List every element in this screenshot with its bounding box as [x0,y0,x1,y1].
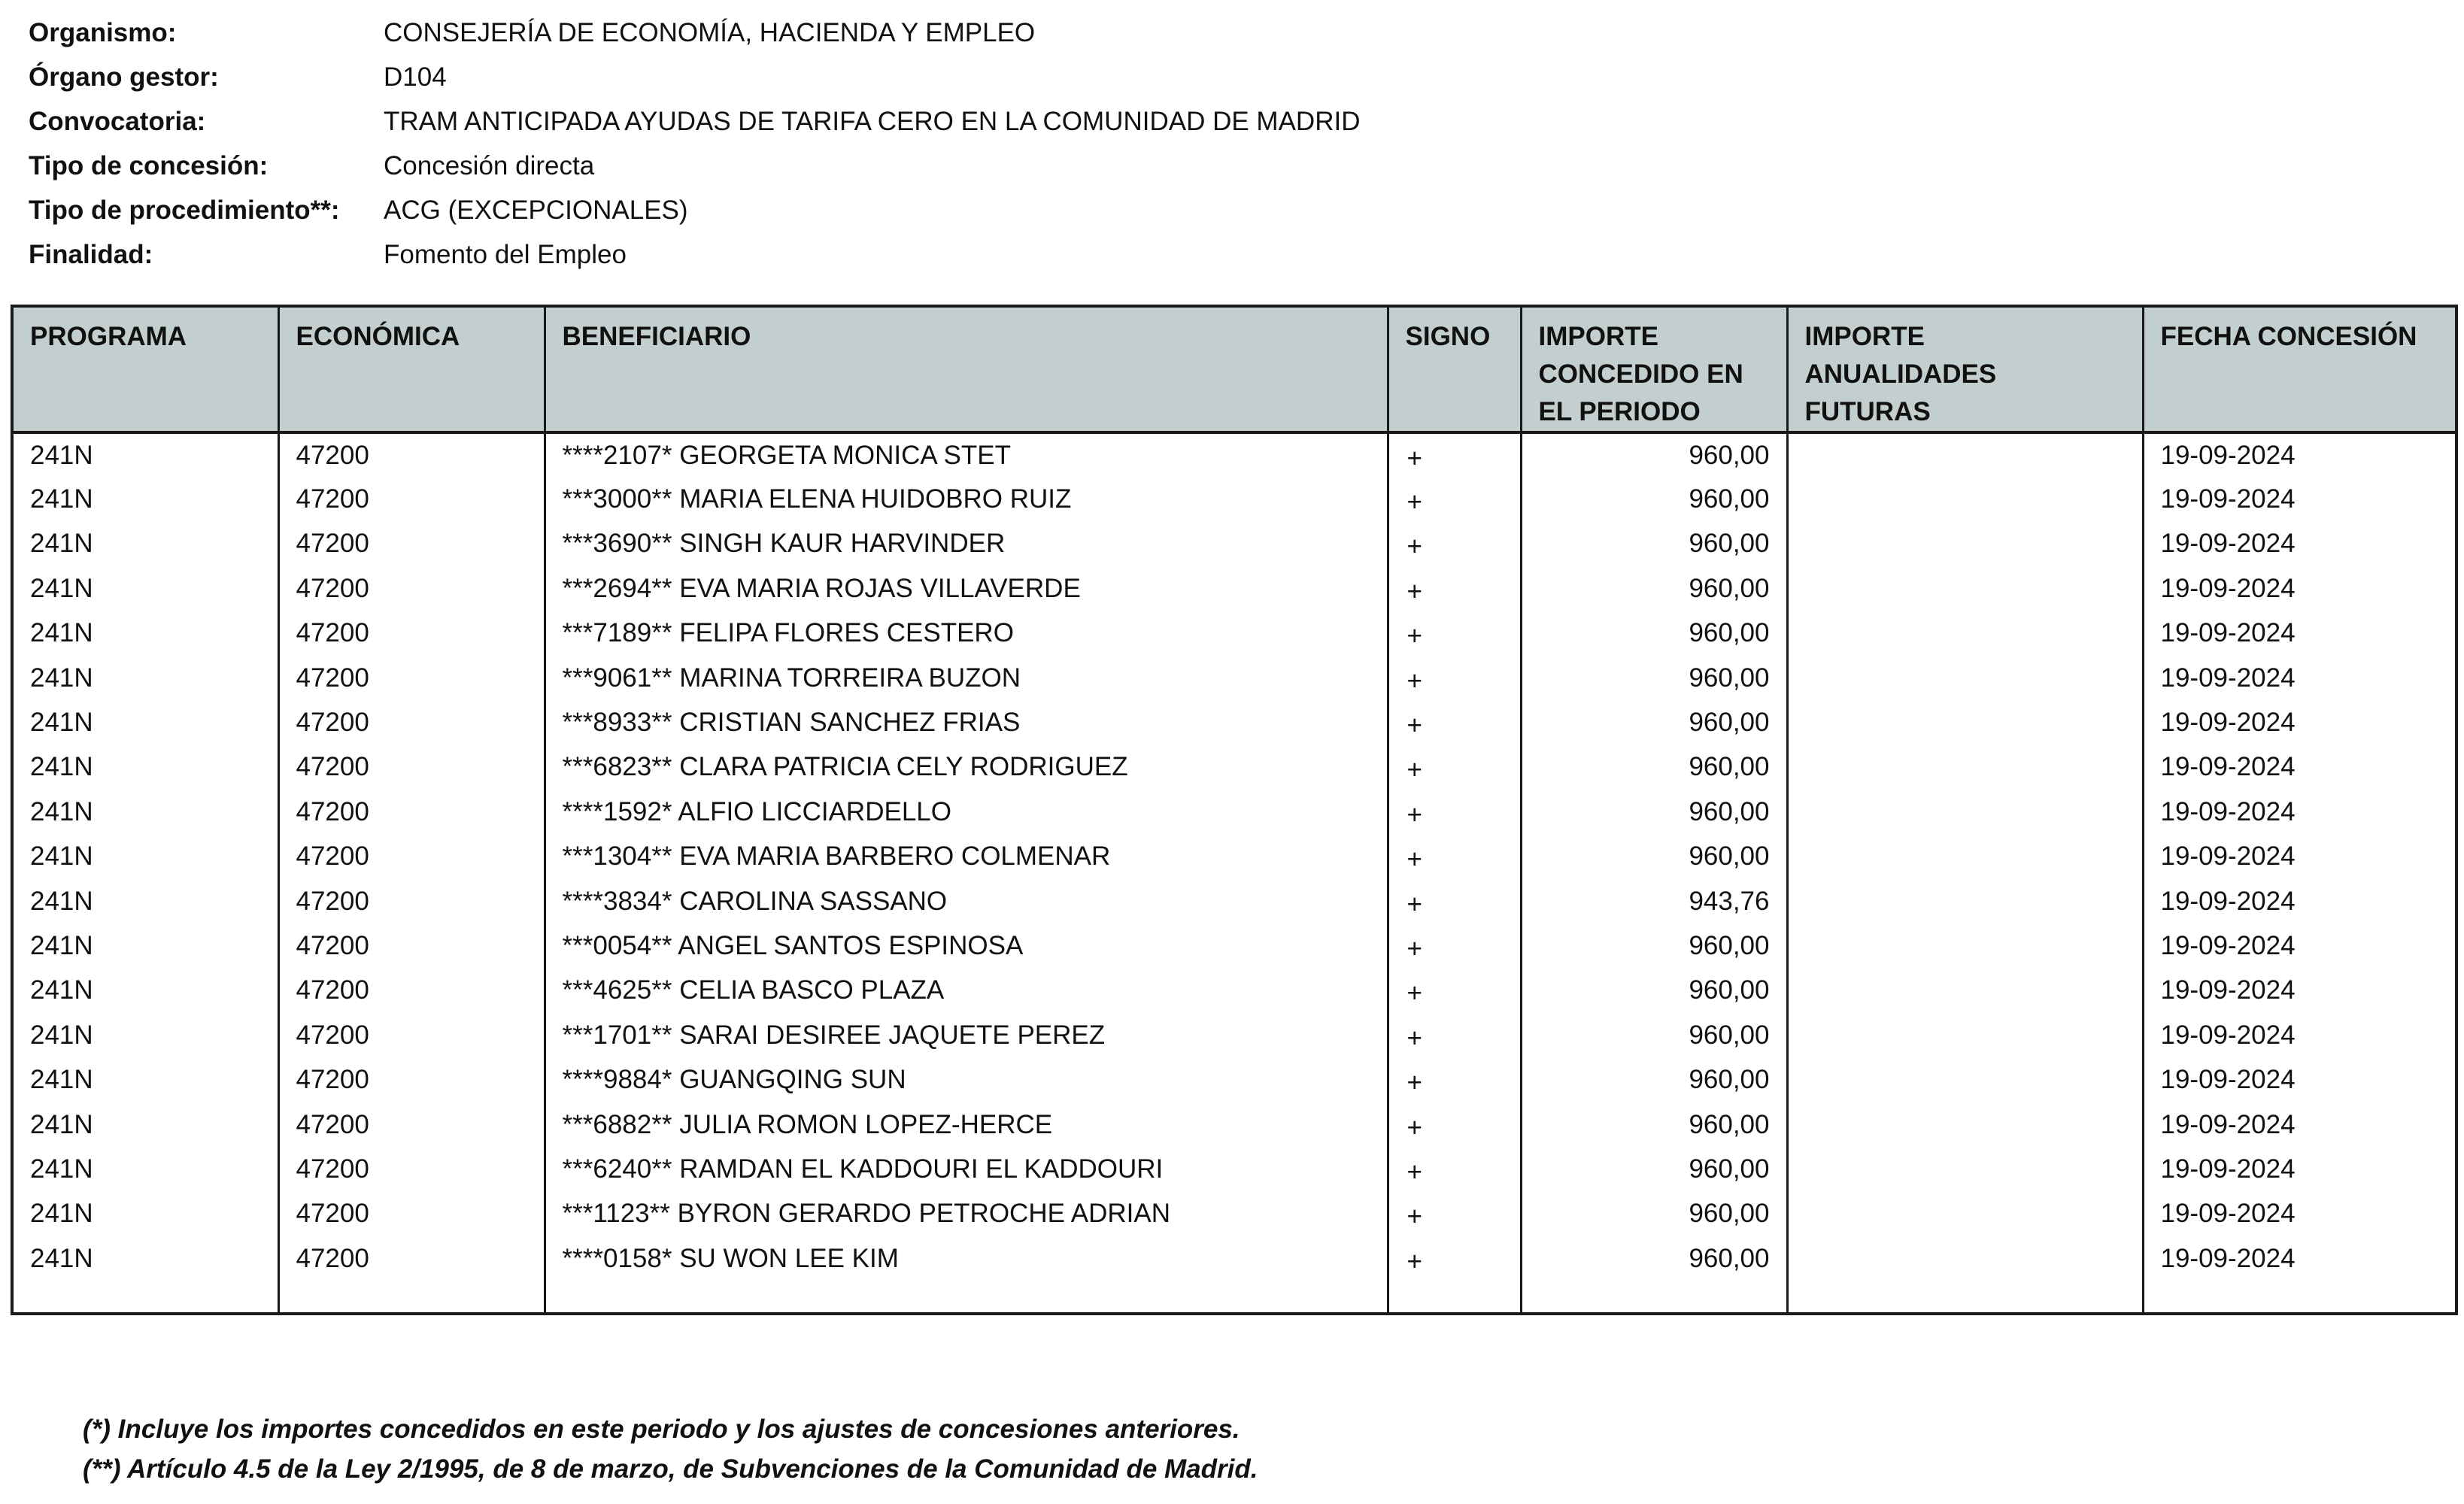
cell-importe-futuras [1787,1013,2143,1057]
table-row [12,522,2456,566]
cell-importe-futuras [1787,879,2143,923]
header-importe-periodo [1521,306,1787,432]
cell-signo: + [1388,745,1521,790]
cell-fecha-concesion: 19-09-2024 [2143,432,2456,477]
cell-economica: 47200 [278,1236,545,1281]
cell-programa: 241N [12,566,278,611]
header-line: EL PERIODO [1538,397,1701,426]
cell-importe-periodo: 960,00 [1521,835,1787,879]
cell-signo: + [1388,477,1521,521]
cell-economica: 47200 [278,1147,545,1191]
table-row [12,1102,2456,1147]
cell-fecha-concesion: 19-09-2024 [2143,1236,2456,1281]
cell-importe-futuras [1787,611,2143,656]
cell-importe-periodo: 960,00 [1521,1057,1787,1102]
cell-beneficiario: ****9884* GUANGQING SUN [545,1057,1388,1102]
cell-beneficiario: ***9061** MARINA TORREIRA BUZON [545,656,1388,700]
cell-programa: 241N [12,432,278,477]
cell-importe-futuras [1787,522,2143,566]
table-row [12,700,2456,744]
cell-programa: 241N [12,700,278,744]
cell-fecha-concesion: 19-09-2024 [2143,835,2456,879]
meta-row-tipo-procedimiento [29,188,1683,232]
cell-economica: 47200 [278,1192,545,1236]
meta-value: Concesión directa [384,150,595,180]
meta-value: TRAM ANTICIPADA AYUDAS DE TARIFA CERO EN LA COMUNIDAD DE MADRID [384,106,1361,136]
cell-fecha-concesion: 19-09-2024 [2143,1102,2456,1147]
cell-signo: + [1388,923,1521,968]
cell-importe-futuras [1787,1102,2143,1147]
header-importe-futuras [1787,306,2143,432]
cell-beneficiario: ****1592* ALFIO LICCIARDELLO [545,790,1388,834]
table-row [12,835,2456,879]
cell-fecha-concesion: 19-09-2024 [2143,611,2456,656]
cell-programa: 241N [12,1102,278,1147]
cell-fecha-concesion: 19-09-2024 [2143,1147,2456,1191]
meta-row-tipo-concesion [29,144,1683,188]
footnote-importes: (*) Incluye los importes concedidos en este periodo y los ajustes de concesiones anteriores. [83,1415,1240,1444]
cell-importe-futuras [1787,835,2143,879]
header-line: IMPORTE [1804,322,1925,351]
cell-importe-futuras [1787,1057,2143,1102]
meta-row-organismo [29,11,1683,55]
cell-signo: + [1388,522,1521,566]
cell-importe-periodo: 960,00 [1521,1236,1787,1281]
cell-importe-futuras [1787,790,2143,834]
meta-value: D104 [384,62,447,92]
cell-beneficiario: ***6882** JULIA ROMON LOPEZ-HERCE [545,1102,1388,1147]
table-spacer-row [12,1281,2456,1314]
spacer-cell [1521,1281,1787,1314]
cell-importe-futuras [1787,700,2143,744]
cell-importe-futuras [1787,969,2143,1013]
cell-fecha-concesion: 19-09-2024 [2143,700,2456,744]
cell-importe-periodo: 943,76 [1521,879,1787,923]
header-signo: SIGNO [1388,306,1521,432]
table-body [12,432,2456,1314]
cell-importe-periodo: 960,00 [1521,522,1787,566]
cell-signo: + [1388,1192,1521,1236]
spacer-cell [545,1281,1388,1314]
cell-economica: 47200 [278,522,545,566]
cell-beneficiario: ***7189** FELIPA FLORES CESTERO [545,611,1388,656]
cell-beneficiario: ***8933** CRISTIAN SANCHEZ FRIAS [545,700,1388,744]
cell-signo: + [1388,1102,1521,1147]
cell-economica: 47200 [278,656,545,700]
cell-beneficiario: ****3834* CAROLINA SASSANO [545,879,1388,923]
cell-programa: 241N [12,1147,278,1191]
cell-importe-periodo: 960,00 [1521,432,1787,477]
cell-signo: + [1388,879,1521,923]
cell-programa: 241N [12,879,278,923]
cell-signo: + [1388,969,1521,1013]
cell-economica: 47200 [278,700,545,744]
cell-fecha-concesion: 19-09-2024 [2143,656,2456,700]
cell-fecha-concesion: 19-09-2024 [2143,477,2456,521]
cell-economica: 47200 [278,923,545,968]
table-row [12,790,2456,834]
cell-fecha-concesion: 19-09-2024 [2143,1192,2456,1236]
meta-label: Órgano gestor: [29,62,219,92]
cell-importe-futuras [1787,745,2143,790]
table-header-row [12,306,2456,432]
cell-fecha-concesion: 19-09-2024 [2143,745,2456,790]
cell-signo: + [1388,432,1521,477]
table-row [12,656,2456,700]
cell-economica: 47200 [278,432,545,477]
cell-beneficiario: ****0158* SU WON LEE KIM [545,1236,1388,1281]
cell-economica: 47200 [278,790,545,834]
cell-fecha-concesion: 19-09-2024 [2143,969,2456,1013]
cell-importe-periodo: 960,00 [1521,611,1787,656]
cell-importe-periodo: 960,00 [1521,1147,1787,1191]
cell-importe-futuras [1787,1236,2143,1281]
table-row [12,1192,2456,1236]
header-fecha-concesion: FECHA CONCESIÓN [2143,306,2456,432]
cell-beneficiario: ***6823** CLARA PATRICIA CELY RODRIGUEZ [545,745,1388,790]
table-row [12,1236,2456,1281]
table-row [12,1147,2456,1191]
meta-row-convocatoria [29,99,1683,144]
meta-value: Fomento del Empleo [384,239,627,269]
cell-signo: + [1388,1147,1521,1191]
header-line: ANUALIDADES [1804,359,1997,389]
header-economica: ECONÓMICA [278,306,545,432]
cell-importe-periodo: 960,00 [1521,566,1787,611]
cell-programa: 241N [12,1236,278,1281]
header-programa: PROGRAMA [12,306,278,432]
meta-value: ACG (EXCEPCIONALES) [384,195,688,225]
table-row [12,566,2456,611]
cell-importe-periodo: 960,00 [1521,700,1787,744]
cell-importe-periodo: 960,00 [1521,1013,1787,1057]
cell-economica: 47200 [278,566,545,611]
cell-beneficiario: ***6240** RAMDAN EL KADDOURI EL KADDOURI [545,1147,1388,1191]
header-line: IMPORTE [1538,322,1658,351]
grant-metadata [29,11,1683,277]
cell-importe-futuras [1787,656,2143,700]
cell-programa: 241N [12,522,278,566]
cell-importe-futuras [1787,1192,2143,1236]
table-row [12,477,2456,521]
cell-beneficiario: ***0054** ANGEL SANTOS ESPINOSA [545,923,1388,968]
cell-programa: 241N [12,611,278,656]
cell-economica: 47200 [278,1013,545,1057]
cell-economica: 47200 [278,1057,545,1102]
cell-signo: + [1388,1057,1521,1102]
cell-beneficiario: ***3000** MARIA ELENA HUIDOBRO RUIZ [545,477,1388,521]
cell-programa: 241N [12,477,278,521]
cell-economica: 47200 [278,477,545,521]
table-row [12,611,2456,656]
cell-beneficiario: ***2694** EVA MARIA ROJAS VILLAVERDE [545,566,1388,611]
meta-row-finalidad [29,232,1683,277]
cell-importe-periodo: 960,00 [1521,1192,1787,1236]
footnote-ley: (**) Artículo 4.5 de la Ley 2/1995, de 8 de marzo, de Subvenciones de la Comunidad de Madrid. [83,1454,1258,1484]
cell-importe-periodo: 960,00 [1521,656,1787,700]
meta-label: Finalidad: [29,239,153,269]
cell-signo: + [1388,700,1521,744]
meta-label: Organismo: [29,17,177,47]
cell-programa: 241N [12,969,278,1013]
table-row [12,879,2456,923]
cell-signo: + [1388,1236,1521,1281]
cell-programa: 241N [12,745,278,790]
table-row [12,745,2456,790]
cell-signo: + [1388,1013,1521,1057]
cell-fecha-concesion: 19-09-2024 [2143,879,2456,923]
cell-programa: 241N [12,923,278,968]
meta-label: Tipo de procedimiento**: [29,195,340,225]
footnotes [83,1409,1258,1489]
cell-programa: 241N [12,790,278,834]
cell-beneficiario: ***1123** BYRON GERARDO PETROCHE ADRIAN [545,1192,1388,1236]
cell-economica: 47200 [278,969,545,1013]
grants-table [11,305,2458,1315]
cell-importe-futuras [1787,1147,2143,1191]
cell-signo: + [1388,656,1521,700]
cell-importe-periodo: 960,00 [1521,477,1787,521]
cell-signo: + [1388,835,1521,879]
table-row [12,432,2456,477]
cell-programa: 241N [12,835,278,879]
meta-value: CONSEJERÍA DE ECONOMÍA, HACIENDA Y EMPLEO [384,17,1036,47]
table-row [12,1013,2456,1057]
cell-fecha-concesion: 19-09-2024 [2143,790,2456,834]
header-line: FUTURAS [1804,397,1931,426]
cell-economica: 47200 [278,879,545,923]
cell-importe-futuras [1787,923,2143,968]
cell-importe-periodo: 960,00 [1521,969,1787,1013]
cell-importe-periodo: 960,00 [1521,923,1787,968]
cell-beneficiario: ***1701** SARAI DESIREE JAQUETE PEREZ [545,1013,1388,1057]
meta-label: Tipo de concesión: [29,150,269,180]
meta-row-organo-gestor [29,55,1683,99]
spacer-cell [2143,1281,2456,1314]
spacer-cell [1787,1281,2143,1314]
header-beneficiario: BENEFICIARIO [545,306,1388,432]
cell-beneficiario: ***3690** SINGH KAUR HARVINDER [545,522,1388,566]
cell-importe-futuras [1787,566,2143,611]
cell-fecha-concesion: 19-09-2024 [2143,923,2456,968]
cell-importe-periodo: 960,00 [1521,745,1787,790]
spacer-cell [12,1281,278,1314]
cell-economica: 47200 [278,835,545,879]
cell-fecha-concesion: 19-09-2024 [2143,566,2456,611]
table-row [12,923,2456,968]
cell-economica: 47200 [278,745,545,790]
cell-economica: 47200 [278,1102,545,1147]
cell-fecha-concesion: 19-09-2024 [2143,1057,2456,1102]
cell-signo: + [1388,611,1521,656]
cell-importe-futuras [1787,477,2143,521]
cell-beneficiario: ****2107* GEORGETA MONICA STET [545,432,1388,477]
cell-programa: 241N [12,1192,278,1236]
spacer-cell [1388,1281,1521,1314]
cell-importe-futuras [1787,432,2143,477]
cell-programa: 241N [12,1013,278,1057]
cell-signo: + [1388,790,1521,834]
cell-economica: 47200 [278,611,545,656]
cell-programa: 241N [12,1057,278,1102]
header-line: CONCEDIDO EN [1538,359,1743,389]
cell-signo: + [1388,566,1521,611]
cell-importe-periodo: 960,00 [1521,1102,1787,1147]
cell-fecha-concesion: 19-09-2024 [2143,1013,2456,1057]
cell-programa: 241N [12,656,278,700]
cell-importe-periodo: 960,00 [1521,790,1787,834]
meta-label: Convocatoria: [29,106,206,136]
cell-fecha-concesion: 19-09-2024 [2143,522,2456,566]
table-row [12,969,2456,1013]
cell-beneficiario: ***4625** CELIA BASCO PLAZA [545,969,1388,1013]
spacer-cell [278,1281,545,1314]
cell-beneficiario: ***1304** EVA MARIA BARBERO COLMENAR [545,835,1388,879]
table-row [12,1057,2456,1102]
